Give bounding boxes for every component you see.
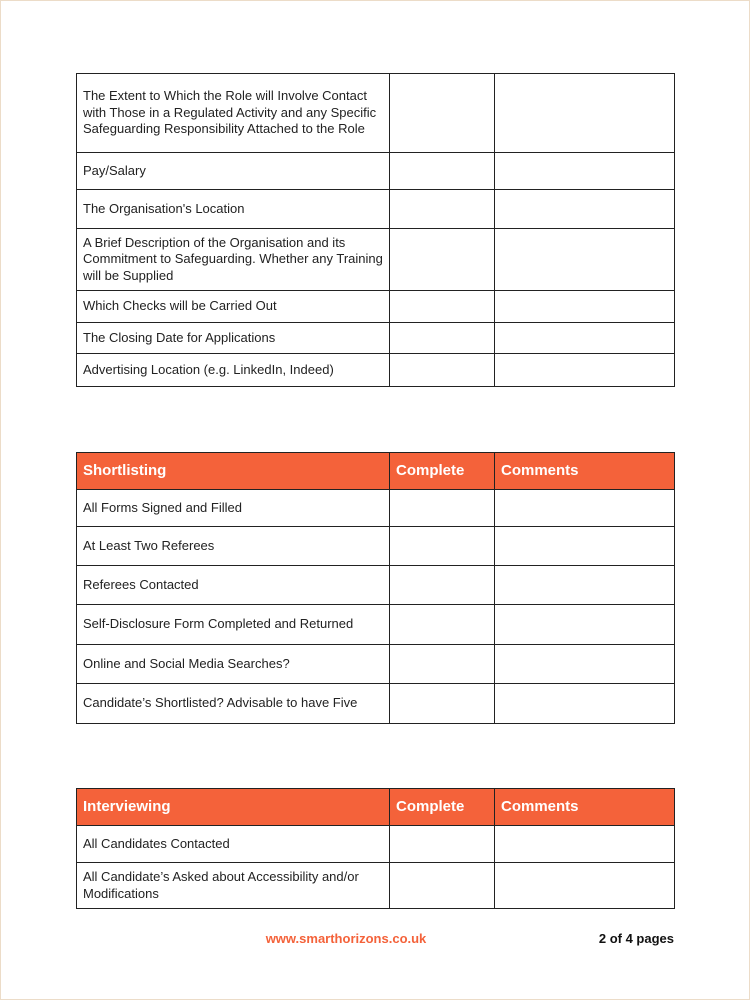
comments-cell[interactable] [495,354,675,387]
table-header-row [77,453,675,490]
table-row [77,684,675,724]
comments-cell[interactable] [495,490,675,527]
comments-cell[interactable] [495,566,675,605]
complete-cell[interactable] [390,190,495,229]
complete-cell[interactable] [390,354,495,387]
table-row [77,74,675,153]
complete-cell[interactable] [390,490,495,527]
row-label: Advertising Location (e.g. LinkedIn, Indeed) [77,354,390,387]
advert-details-table [76,73,675,387]
complete-cell[interactable] [390,684,495,724]
row-label: All Candidates Contacted [77,826,390,863]
comments-cell[interactable] [495,527,675,566]
table-row [77,354,675,387]
row-label: At Least Two Referees [77,527,390,566]
row-label: The Organisation's Location [77,190,390,229]
complete-cell[interactable] [390,566,495,605]
comments-cell[interactable] [495,229,675,291]
comments-cell[interactable] [495,74,675,153]
complete-cell[interactable] [390,291,495,323]
row-label: The Extent to Which the Role will Involve Contact with Those in a Regulated Activity and any Specific Safeguarding Responsibility Attached to the Role [77,74,390,153]
table-header-row [77,789,675,826]
comments-cell[interactable] [495,323,675,354]
comments-cell[interactable] [495,153,675,190]
table-row [77,605,675,645]
complete-cell[interactable] [390,645,495,684]
comments-cell[interactable] [495,684,675,724]
complete-header: Complete [390,453,495,490]
table-row [77,291,675,323]
row-label: The Closing Date for Applications [77,323,390,354]
table-row [77,645,675,684]
row-label: Candidate’s Shortlisted? Advisable to have Five [77,684,390,724]
table-row [77,566,675,605]
table-row [77,863,675,909]
table-row [77,527,675,566]
row-label: All Candidate’s Asked about Accessibility and/or Modifications [77,863,390,909]
comments-cell[interactable] [495,190,675,229]
comments-cell[interactable] [495,645,675,684]
row-label: Self-Disclosure Form Completed and Returned [77,605,390,645]
table-row [77,229,675,291]
complete-cell[interactable] [390,74,495,153]
row-label: Referees Contacted [77,566,390,605]
page-number: 2 of 4 pages [598,931,674,946]
row-label: Online and Social Media Searches? [77,645,390,684]
row-label: Pay/Salary [77,153,390,190]
complete-cell[interactable] [390,229,495,291]
complete-cell[interactable] [390,863,495,909]
footer-website-link[interactable]: www.smarthorizons.co.uk [265,931,427,946]
section-header: Shortlisting [77,453,390,490]
table-row [77,323,675,354]
comments-cell[interactable] [495,291,675,323]
shortlisting-table [76,452,675,724]
table-row [77,490,675,527]
table-row [77,153,675,190]
complete-cell[interactable] [390,527,495,566]
table-row [77,190,675,229]
complete-cell[interactable] [390,826,495,863]
comments-header: Comments [495,453,675,490]
complete-cell[interactable] [390,605,495,645]
section-header: Interviewing [77,789,390,826]
complete-header: Complete [390,789,495,826]
row-label: All Forms Signed and Filled [77,490,390,527]
comments-cell[interactable] [495,826,675,863]
row-label: A Brief Description of the Organisation and its Commitment to Safeguarding. Whether any Training will be Supplied [77,229,390,291]
complete-cell[interactable] [390,153,495,190]
interviewing-table [76,788,675,909]
table-row [77,826,675,863]
comments-cell[interactable] [495,605,675,645]
comments-cell[interactable] [495,863,675,909]
comments-header: Comments [495,789,675,826]
complete-cell[interactable] [390,323,495,354]
row-label: Which Checks will be Carried Out [77,291,390,323]
